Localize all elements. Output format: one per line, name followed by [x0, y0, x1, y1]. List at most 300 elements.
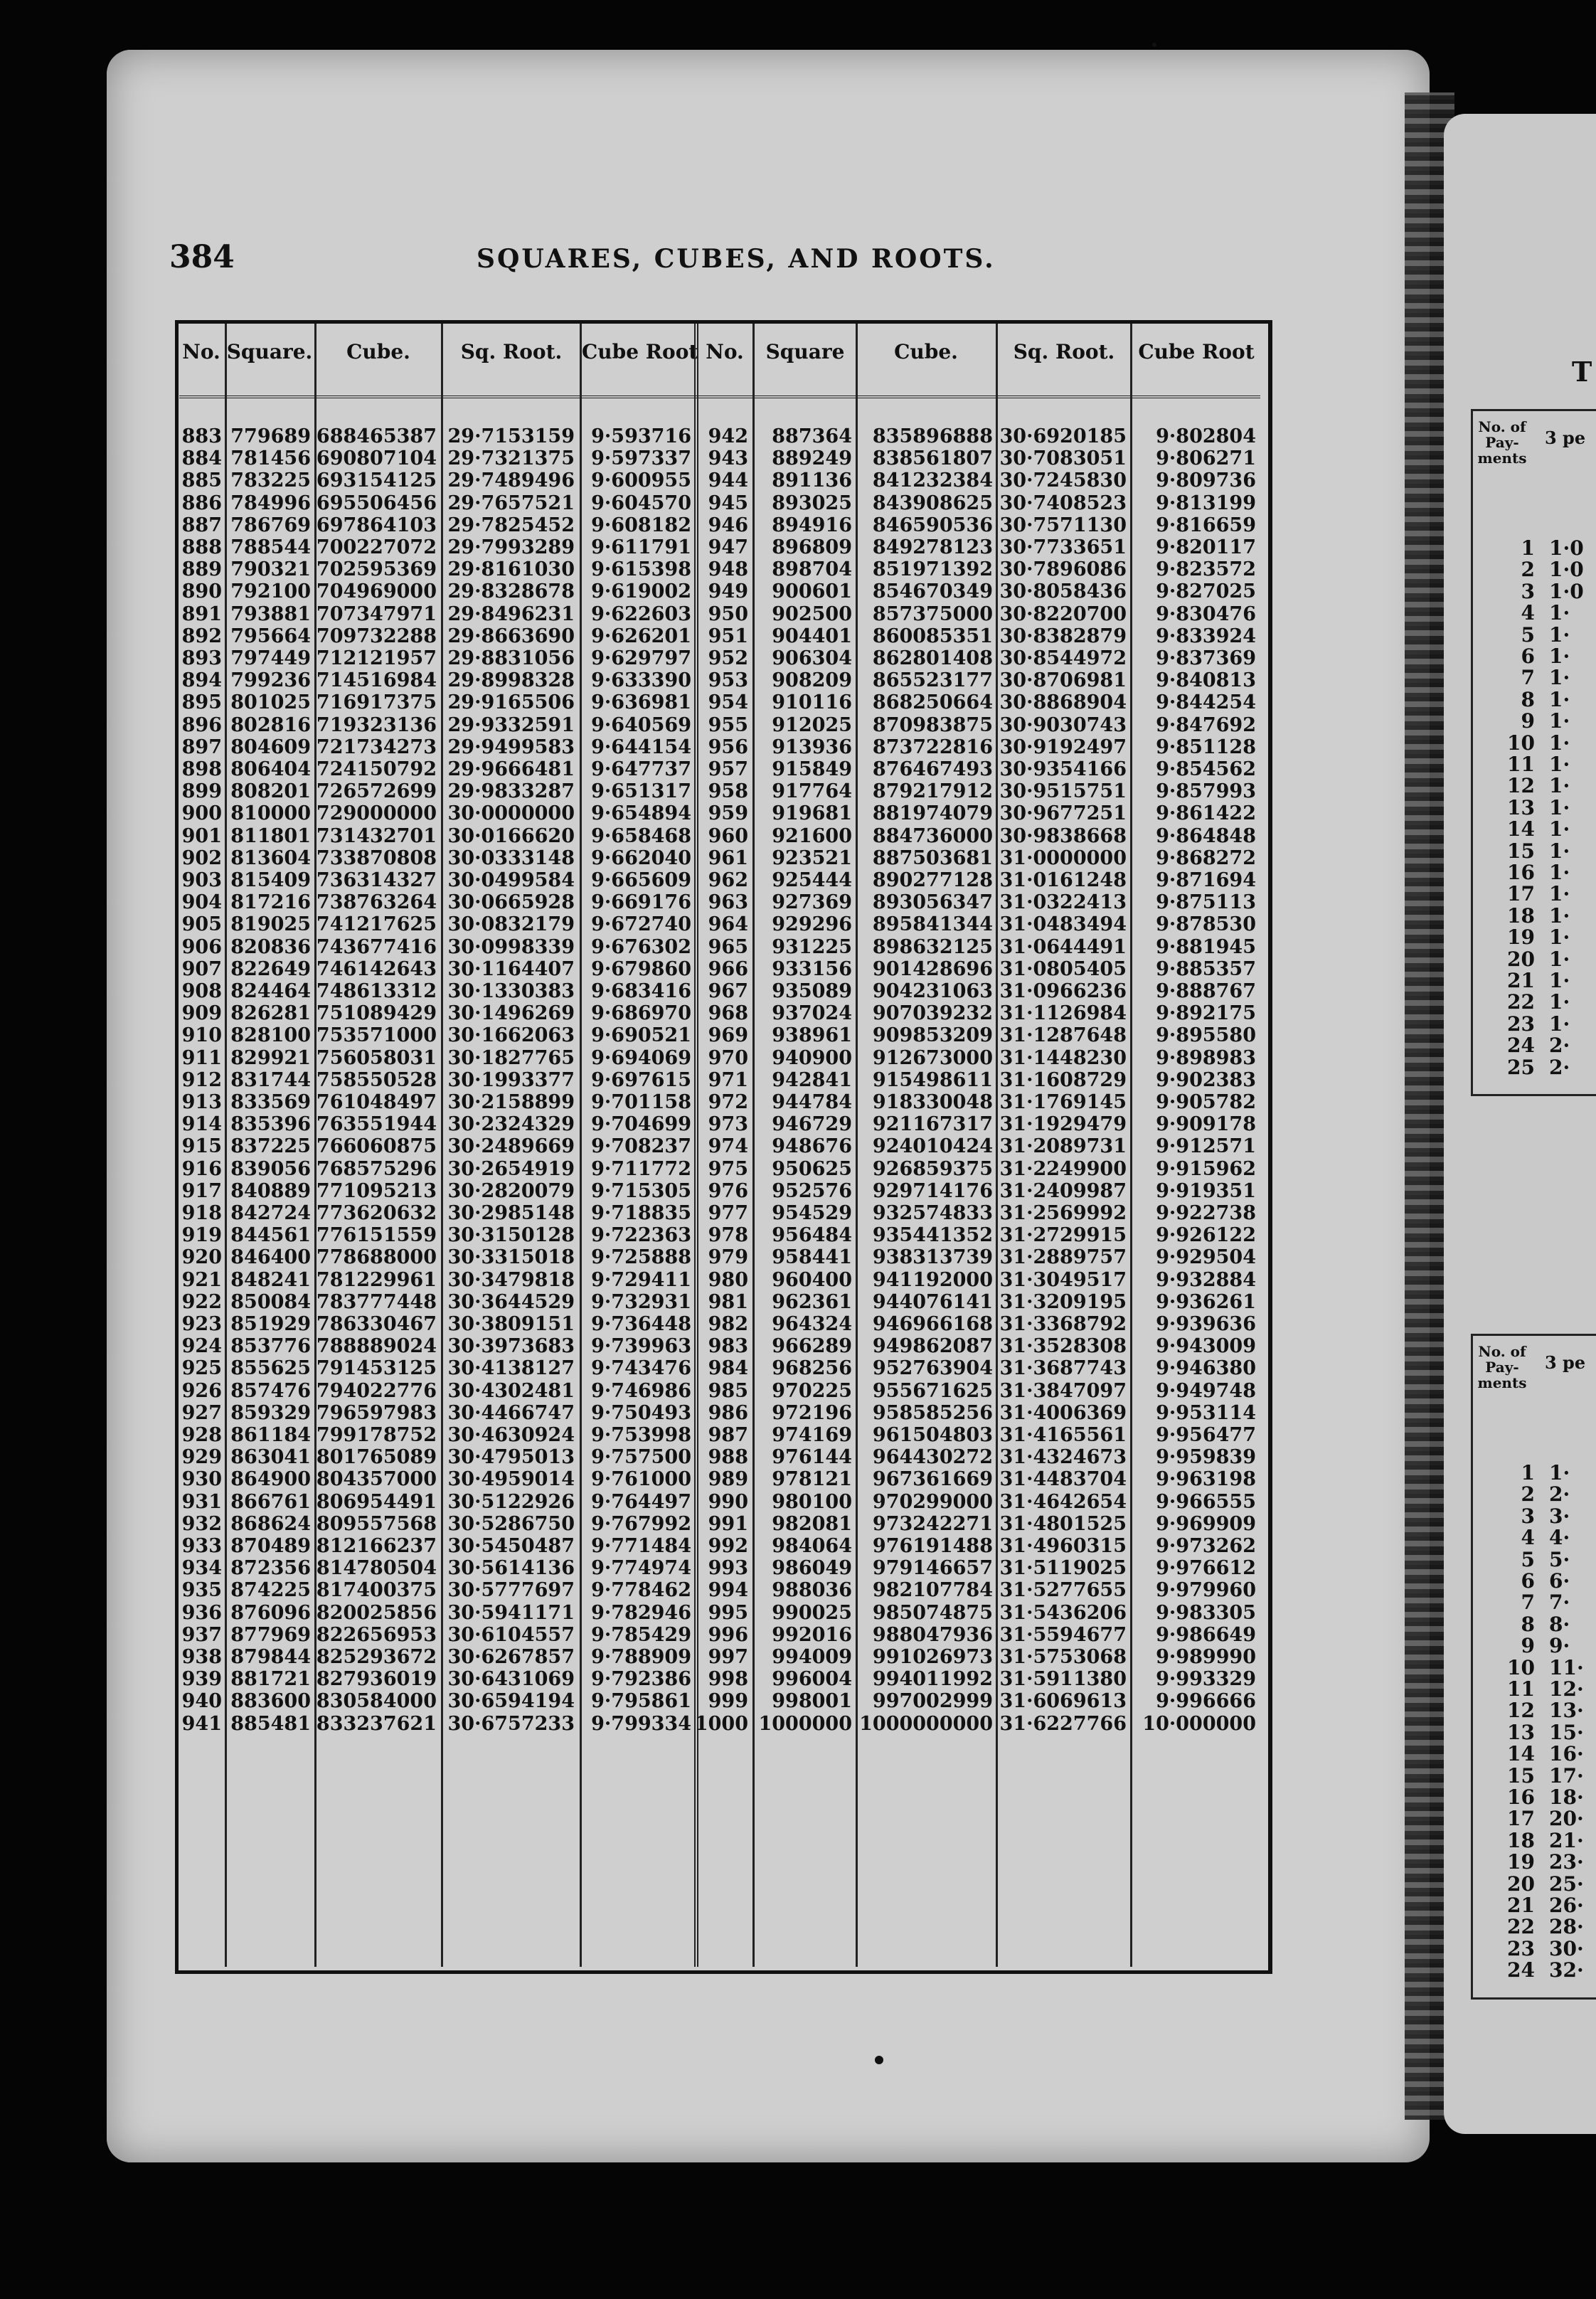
cell-cube-left: 731432701 [316, 824, 437, 847]
cell-cube-left: 827936019 [316, 1668, 437, 1691]
cell-sqroot-left: 30·6431069 [447, 1668, 575, 1691]
facing-row-number: 4 [1521, 601, 1535, 625]
cell-cube-right: 979146657 [872, 1557, 993, 1580]
header-cube-right: Cube. [894, 340, 958, 363]
facing-row-value: 1· [1549, 882, 1570, 906]
cell-sqroot-left: 30·1993377 [447, 1068, 575, 1091]
cell-square-right: 893025 [772, 492, 852, 514]
cell-sqroot-right: 31·4801525 [999, 1512, 1127, 1535]
cell-sqroot-left: 30·3644529 [447, 1290, 575, 1313]
cell-sqroot-left: 29·8328678 [447, 580, 575, 603]
cell-cuberoot-right: 9·946380 [1156, 1357, 1256, 1380]
cell-sqroot-left: 30·5286750 [447, 1512, 575, 1535]
cell-no-left: 936 [181, 1601, 222, 1624]
cell-cube-right: 955671625 [872, 1379, 993, 1402]
facing-row-number: 16 [1507, 861, 1535, 884]
cell-square-left: 876096 [230, 1601, 311, 1624]
cell-cube-left: 719323136 [316, 713, 437, 736]
cell-cuberoot-left: 9·701158 [591, 1091, 691, 1113]
cell-no-left: 923 [181, 1313, 222, 1335]
cell-sqroot-right: 31·3687743 [999, 1357, 1127, 1380]
cell-cuberoot-left: 9·792386 [591, 1668, 691, 1691]
cell-cube-left: 690807104 [316, 447, 437, 470]
cell-sqroot-right: 31·5594677 [999, 1623, 1127, 1646]
cell-no-left: 927 [181, 1401, 222, 1424]
cell-square-right: 912025 [772, 713, 852, 736]
cell-cube-right: 982107784 [872, 1579, 993, 1602]
cell-square-right: 887364 [772, 425, 852, 447]
facing-row-number: 25 [1507, 1055, 1535, 1079]
cell-no-left: 915 [181, 1135, 222, 1158]
cell-square-left: 799236 [230, 669, 311, 692]
cell-no-right: 996 [708, 1623, 748, 1646]
cell-square-left: 868624 [230, 1512, 311, 1535]
cell-square-left: 801025 [230, 691, 311, 714]
cell-sqroot-right: 31·6227766 [999, 1712, 1127, 1735]
facing-row-number: 11 [1507, 753, 1535, 776]
cell-no-left: 890 [181, 580, 222, 603]
facing-row-value: 1·0 [1549, 558, 1584, 582]
facing-row-value: 4· [1549, 1526, 1570, 1550]
cell-no-right: 987 [708, 1424, 748, 1446]
cell-cube-left: 788889024 [316, 1335, 437, 1358]
cell-no-right: 950 [708, 602, 748, 625]
cell-cuberoot-left: 9·725888 [591, 1246, 691, 1269]
cell-square-left: 853776 [230, 1335, 311, 1358]
cell-square-right: 927369 [772, 891, 852, 914]
cell-cuberoot-left: 9·761000 [591, 1468, 691, 1491]
cell-no-right: 991 [708, 1512, 748, 1535]
cell-no-right: 944 [708, 469, 748, 492]
cell-square-right: 940900 [772, 1046, 852, 1069]
facing-row-number: 3 [1521, 579, 1535, 603]
cell-no-right: 959 [708, 802, 748, 825]
cell-square-right: 913936 [772, 736, 852, 758]
cell-square-right: 958441 [772, 1246, 852, 1269]
cell-no-right: 963 [708, 891, 748, 914]
cell-cube-right: 997002999 [872, 1690, 993, 1713]
cell-square-left: 835396 [230, 1113, 311, 1136]
cell-cuberoot-right: 9·969909 [1156, 1512, 1256, 1535]
cell-sqroot-right: 31·3209195 [999, 1290, 1127, 1313]
cell-cuberoot-right: 9·830476 [1156, 602, 1256, 625]
column-rule [856, 324, 858, 1967]
cell-cuberoot-right: 9·939636 [1156, 1313, 1256, 1335]
cell-square-right: 942841 [772, 1068, 852, 1091]
cell-square-left: 861184 [230, 1424, 311, 1446]
cell-sqroot-right: 31·0322413 [999, 891, 1127, 914]
cell-square-left: 833569 [230, 1091, 311, 1113]
cell-cube-right: 881974079 [872, 802, 993, 825]
facing-row-number: 22 [1507, 1915, 1535, 1939]
cell-cube-right: 946966168 [872, 1313, 993, 1335]
cell-square-right: 954529 [772, 1202, 852, 1224]
cell-sqroot-left: 30·2324329 [447, 1113, 575, 1136]
cell-no-right: 975 [708, 1157, 748, 1180]
cell-sqroot-right: 30·8706981 [999, 669, 1127, 692]
cell-cube-left: 768575296 [316, 1157, 437, 1180]
cell-cuberoot-right: 9·868272 [1156, 846, 1256, 869]
cell-cube-right: 887503681 [872, 846, 993, 869]
facing-row-value: 2· [1549, 1055, 1570, 1079]
cell-sqroot-right: 30·7408523 [999, 492, 1127, 514]
facing-row-number: 3 [1521, 1504, 1535, 1528]
cell-cube-left: 700227072 [316, 536, 437, 558]
cell-cuberoot-right: 9·963198 [1156, 1468, 1256, 1491]
cell-square-right: 944784 [772, 1091, 852, 1113]
facing-header-payments: No. of Pay- ments [1477, 1343, 1527, 1391]
cell-cuberoot-right: 9·983305 [1156, 1601, 1256, 1624]
cell-cube-right: 843908625 [872, 492, 993, 514]
cell-sqroot-left: 30·2985148 [447, 1202, 575, 1224]
cell-square-left: 879844 [230, 1646, 311, 1668]
facing-row-value: 11· [1549, 1655, 1584, 1679]
facing-row-number: 23 [1507, 1012, 1535, 1036]
cell-square-left: 810000 [230, 802, 311, 825]
cell-square-left: 881721 [230, 1668, 311, 1691]
cell-cube-left: 781229961 [316, 1268, 437, 1291]
cell-square-left: 848241 [230, 1268, 311, 1291]
cell-sqroot-right: 31·4006369 [999, 1401, 1127, 1424]
cell-sqroot-right: 30·7083051 [999, 447, 1127, 470]
cell-cube-right: 970299000 [872, 1490, 993, 1513]
facing-row-number: 17 [1507, 882, 1535, 906]
cell-cuberoot-left: 9·711772 [591, 1157, 691, 1180]
cell-cube-left: 746142643 [316, 957, 437, 980]
facing-row-value: 1· [1549, 644, 1570, 668]
cell-sqroot-left: 30·5450487 [447, 1535, 575, 1557]
cell-square-left: 883600 [230, 1690, 311, 1713]
cell-sqroot-left: 30·1662063 [447, 1024, 575, 1047]
cell-cube-right: 846590536 [872, 514, 993, 536]
cell-cuberoot-left: 9·683416 [591, 980, 691, 1002]
cell-sqroot-right: 31·5911380 [999, 1668, 1127, 1691]
page-title: SQUARES, CUBES, AND ROOTS. [477, 244, 996, 274]
cell-sqroot-right: 31·2729915 [999, 1224, 1127, 1247]
cell-sqroot-right: 30·9838668 [999, 824, 1127, 847]
facing-row-value: 1· [1549, 817, 1570, 841]
header-cuberoot-left: Cube Root [582, 340, 698, 363]
facing-row-value: 2· [1549, 1482, 1570, 1507]
cell-square-left: 850084 [230, 1290, 311, 1313]
cell-no-left: 899 [181, 780, 222, 803]
cell-sqroot-left: 30·1496269 [447, 1002, 575, 1025]
cell-square-left: 863041 [230, 1446, 311, 1469]
cell-cube-right: 876467493 [872, 758, 993, 780]
facing-row-number: 6 [1521, 644, 1535, 668]
facing-row-value: 1· [1549, 903, 1570, 928]
cell-cuberoot-left: 9·774974 [591, 1557, 691, 1580]
cell-cube-right: 860085351 [872, 625, 993, 647]
cell-cuberoot-left: 9·647737 [591, 758, 691, 780]
cell-square-right: 891136 [772, 469, 852, 492]
cell-no-right: 973 [708, 1113, 748, 1136]
cell-square-left: 784996 [230, 492, 311, 514]
cell-cuberoot-left: 9·669176 [591, 891, 691, 914]
cell-no-left: 912 [181, 1068, 222, 1091]
cell-cube-right: 851971392 [872, 558, 993, 581]
cell-sqroot-left: 30·2820079 [447, 1179, 575, 1202]
cell-no-right: 993 [708, 1557, 748, 1580]
cell-cuberoot-right: 9·973262 [1156, 1535, 1256, 1557]
facing-row-number: 19 [1507, 1850, 1535, 1874]
cell-cuberoot-left: 9·640569 [591, 713, 691, 736]
cell-sqroot-left: 29·8663690 [447, 625, 575, 647]
cell-cube-left: 814780504 [316, 1557, 437, 1580]
cell-cuberoot-right: 9·919351 [1156, 1179, 1256, 1202]
cell-no-right: 949 [708, 580, 748, 603]
cell-cuberoot-left: 9·795861 [591, 1690, 691, 1713]
cell-cuberoot-left: 9·622603 [591, 602, 691, 625]
facing-row-number: 22 [1507, 990, 1535, 1014]
cell-cube-left: 709732288 [316, 625, 437, 647]
cell-square-left: 804609 [230, 736, 311, 758]
cell-cube-left: 758550528 [316, 1068, 437, 1091]
cell-cube-left: 743677416 [316, 935, 437, 958]
cell-cube-right: 890277128 [872, 869, 993, 891]
cell-cuberoot-left: 9·785429 [591, 1623, 691, 1646]
cell-sqroot-left: 29·8161030 [447, 558, 575, 581]
cell-no-right: 976 [708, 1179, 748, 1202]
cell-square-left: 837225 [230, 1135, 311, 1158]
cell-sqroot-left: 30·1164407 [447, 957, 575, 980]
cell-cube-right: 921167317 [872, 1113, 993, 1136]
cell-sqroot-left: 30·0166620 [447, 824, 575, 847]
cell-cuberoot-right: 9·936261 [1156, 1290, 1256, 1313]
cell-cube-right: 868250664 [872, 691, 993, 714]
cell-sqroot-left: 29·7825452 [447, 514, 575, 536]
cell-no-right: 952 [708, 647, 748, 669]
cell-cuberoot-right: 9·986649 [1156, 1623, 1256, 1646]
cell-sqroot-left: 30·4959014 [447, 1468, 575, 1491]
cell-no-left: 931 [181, 1490, 222, 1513]
cell-cube-right: 952763904 [872, 1357, 993, 1380]
cell-cuberoot-right: 9·823572 [1156, 558, 1256, 581]
cell-sqroot-left: 30·1827765 [447, 1046, 575, 1069]
header-square-right: Square [765, 340, 845, 363]
cell-sqroot-left: 29·9833287 [447, 780, 575, 803]
cell-cube-left: 786330467 [316, 1313, 437, 1335]
cell-no-left: 901 [181, 824, 222, 847]
cell-square-left: 793881 [230, 602, 311, 625]
cell-sqroot-left: 30·3150128 [447, 1224, 575, 1247]
facing-row-value: 9· [1549, 1634, 1570, 1658]
cell-cuberoot-left: 9·750493 [591, 1401, 691, 1424]
cell-sqroot-right: 30·9515751 [999, 780, 1127, 803]
cell-square-left: 840889 [230, 1179, 311, 1202]
cell-no-right: 962 [708, 869, 748, 891]
cell-no-left: 939 [181, 1668, 222, 1691]
cell-square-right: 992016 [772, 1623, 852, 1646]
cell-sqroot-left: 29·7153159 [447, 425, 575, 447]
cell-square-right: 952576 [772, 1179, 852, 1202]
cell-square-left: 783225 [230, 469, 311, 492]
facing-row-value: 1· [1549, 969, 1570, 992]
cell-cube-right: 926859375 [872, 1157, 993, 1180]
cell-cuberoot-left: 9·679860 [591, 957, 691, 980]
cell-sqroot-right: 31·5119025 [999, 1557, 1127, 1580]
cell-sqroot-right: 30·7733651 [999, 536, 1127, 558]
cell-cube-left: 806954491 [316, 1490, 437, 1513]
cell-cuberoot-right: 9·861422 [1156, 802, 1256, 825]
cell-cuberoot-right: 9·816659 [1156, 514, 1256, 536]
facing-row-value: 1· [1549, 839, 1570, 863]
cell-cuberoot-right: 9·820117 [1156, 536, 1256, 558]
cell-sqroot-left: 30·6267857 [447, 1646, 575, 1668]
cell-cube-left: 733870808 [316, 846, 437, 869]
cell-cuberoot-left: 9·686970 [591, 1002, 691, 1025]
cell-square-right: 933156 [772, 957, 852, 980]
cell-square-right: 1000000 [758, 1712, 852, 1735]
cell-cuberoot-right: 9·854562 [1156, 758, 1256, 780]
cell-cuberoot-right: 9·885357 [1156, 957, 1256, 980]
cell-sqroot-left: 30·3973683 [447, 1335, 575, 1358]
cell-sqroot-right: 30·7245830 [999, 469, 1127, 492]
cell-square-left: 864900 [230, 1468, 311, 1491]
cell-no-right: 953 [708, 669, 748, 692]
cell-square-right: 902500 [772, 602, 852, 625]
cell-cube-left: 804357000 [316, 1468, 437, 1491]
cell-no-left: 920 [181, 1246, 222, 1269]
cell-sqroot-left: 30·4138127 [447, 1357, 575, 1380]
cell-no-right: 997 [708, 1646, 748, 1668]
cell-square-right: 889249 [772, 447, 852, 470]
facing-row-number: 1 [1521, 536, 1535, 560]
cell-cube-right: 893056347 [872, 891, 993, 914]
cell-cube-left: 695506456 [316, 492, 437, 514]
cell-no-right: 967 [708, 980, 748, 1002]
cell-cuberoot-right: 9·888767 [1156, 980, 1256, 1002]
cell-sqroot-right: 30·7896086 [999, 558, 1127, 581]
page-number: 384 [169, 239, 235, 275]
cell-no-left: 941 [181, 1712, 222, 1735]
cell-cube-right: 918330048 [872, 1091, 993, 1113]
facing-row-value: 26· [1549, 1894, 1584, 1917]
cell-no-left: 921 [181, 1268, 222, 1291]
cell-cuberoot-right: 9·809736 [1156, 469, 1256, 492]
facing-row-number: 11 [1507, 1677, 1535, 1701]
cell-square-left: 788544 [230, 536, 311, 558]
facing-row-number: 21 [1507, 969, 1535, 992]
cell-no-left: 933 [181, 1535, 222, 1557]
facing-row-value: 1· [1549, 753, 1570, 776]
facing-row-value: 1·0 [1549, 579, 1584, 603]
cell-sqroot-right: 31·4642654 [999, 1490, 1127, 1513]
cell-cuberoot-right: 9·837369 [1156, 647, 1256, 669]
cell-square-left: 842724 [230, 1202, 311, 1224]
cell-square-right: 894916 [772, 514, 852, 536]
cell-no-right: 965 [708, 935, 748, 958]
cell-cube-left: 729000000 [316, 802, 437, 825]
cell-sqroot-right: 30·9354166 [999, 758, 1127, 780]
cell-cuberoot-right: 9·993329 [1156, 1668, 1256, 1691]
facing-row-value: 15· [1549, 1720, 1584, 1744]
cell-sqroot-right: 31·1287648 [999, 1024, 1127, 1047]
cell-cube-left: 791453125 [316, 1357, 437, 1380]
cell-no-left: 900 [181, 802, 222, 825]
cell-cuberoot-right: 9·840813 [1156, 669, 1256, 692]
cell-sqroot-right: 30·8382879 [999, 625, 1127, 647]
cell-no-right: 992 [708, 1535, 748, 1557]
cell-sqroot-right: 31·1929479 [999, 1113, 1127, 1136]
facing-row-value: 20· [1549, 1807, 1584, 1831]
cell-sqroot-left: 30·5941171 [447, 1601, 575, 1624]
cell-sqroot-left: 30·2489669 [447, 1135, 575, 1158]
cell-cube-right: 941192000 [872, 1268, 993, 1291]
cell-cuberoot-right: 10·000000 [1142, 1712, 1256, 1735]
cell-cuberoot-left: 9·778462 [591, 1579, 691, 1602]
cell-no-left: 888 [181, 536, 222, 558]
cell-cube-left: 825293672 [316, 1646, 437, 1668]
cell-no-left: 910 [181, 1024, 222, 1047]
cell-cube-right: 915498611 [872, 1068, 993, 1091]
cell-sqroot-right: 31·0483494 [999, 913, 1127, 936]
cell-cube-right: 935441352 [872, 1224, 993, 1247]
cell-no-right: 985 [708, 1379, 748, 1402]
cell-square-left: 866761 [230, 1490, 311, 1513]
cell-cube-right: 967361669 [872, 1468, 993, 1491]
cell-cube-left: 763551944 [316, 1113, 437, 1136]
cell-sqroot-left: 29·9165506 [447, 691, 575, 714]
cell-cuberoot-left: 9·697615 [591, 1068, 691, 1091]
cell-square-right: 946729 [772, 1113, 852, 1136]
facing-row-number: 4 [1521, 1526, 1535, 1550]
facing-row-value: 2· [1549, 1034, 1570, 1058]
cell-sqroot-left: 29·8831056 [447, 647, 575, 669]
cell-cuberoot-right: 9·902383 [1156, 1068, 1256, 1091]
cell-cuberoot-left: 9·757500 [591, 1446, 691, 1469]
cell-square-right: 972196 [772, 1401, 852, 1424]
facing-row-number: 9 [1521, 709, 1535, 733]
cell-square-left: 831744 [230, 1068, 311, 1091]
cell-sqroot-right: 31·2089731 [999, 1135, 1127, 1158]
cell-no-left: 929 [181, 1446, 222, 1469]
cell-cube-right: 884736000 [872, 824, 993, 847]
cell-cuberoot-left: 9·788909 [591, 1646, 691, 1668]
header-no-right: No. [706, 340, 744, 363]
cell-cuberoot-left: 9·746986 [591, 1379, 691, 1402]
cell-square-right: 919681 [772, 802, 852, 825]
cell-square-left: 826281 [230, 1002, 311, 1025]
facing-row-value: 18· [1549, 1785, 1584, 1809]
facing-row-number: 13 [1507, 1720, 1535, 1744]
cell-cuberoot-left: 9·690521 [591, 1024, 691, 1047]
column-rule [996, 324, 998, 1967]
cell-sqroot-right: 31·2409987 [999, 1179, 1127, 1202]
cell-sqroot-left: 30·6104557 [447, 1623, 575, 1646]
cell-no-left: 913 [181, 1091, 222, 1113]
cell-no-left: 935 [181, 1579, 222, 1602]
cell-sqroot-right: 31·1448230 [999, 1046, 1127, 1069]
cell-cuberoot-left: 9·739963 [591, 1335, 691, 1358]
cell-square-left: 815409 [230, 869, 311, 891]
cell-no-right: 971 [708, 1068, 748, 1091]
cell-sqroot-right: 31·5436206 [999, 1601, 1127, 1624]
cell-cube-left: 809557568 [316, 1512, 437, 1535]
facing-row-number: 5 [1521, 1547, 1535, 1571]
cell-no-right: 969 [708, 1024, 748, 1047]
facing-row-value: 1· [1549, 601, 1570, 625]
cell-square-right: 915849 [772, 758, 852, 780]
cell-cube-right: 879217912 [872, 780, 993, 803]
cell-no-left: 894 [181, 669, 222, 692]
cell-square-left: 817216 [230, 891, 311, 914]
cell-no-left: 916 [181, 1157, 222, 1180]
cell-cuberoot-right: 9·966555 [1156, 1490, 1256, 1513]
cell-cuberoot-right: 9·892175 [1156, 1002, 1256, 1025]
cell-cube-right: 949862087 [872, 1335, 993, 1358]
cell-no-left: 891 [181, 602, 222, 625]
